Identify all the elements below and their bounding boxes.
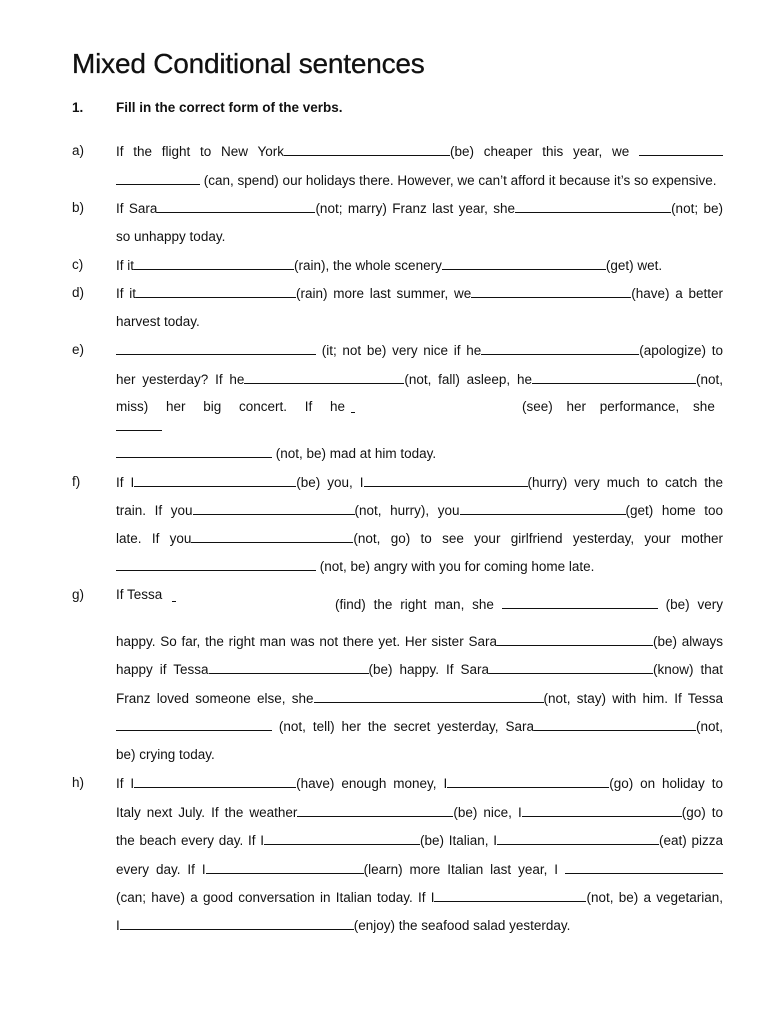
answer-blank[interactable] [209, 661, 369, 674]
answer-blank[interactable] [134, 474, 296, 487]
item-h-line-3: the beach every day. If I (be) Italian, I (eat) pizza [116, 833, 723, 848]
answer-blank[interactable] [497, 633, 653, 646]
answer-blank[interactable] [565, 861, 723, 874]
item-b-line-2: so unhappy today. [116, 229, 226, 244]
instruction-text: Fill in the correct form of the verbs. [116, 100, 343, 115]
answer-blank[interactable] [116, 445, 272, 458]
item-g-line-3: happy if Tessa (be) happy. If Sara (know) that [116, 662, 723, 677]
answer-blank[interactable] [351, 412, 355, 413]
answer-blank[interactable] [134, 257, 294, 270]
item-c-line-1: If it (rain), the whole scenery (get) wet. [116, 258, 663, 273]
answer-blank[interactable] [297, 804, 453, 817]
answer-blank[interactable] [534, 718, 696, 731]
item-e-line-5: (not, be) mad at him today. [116, 445, 436, 462]
item-e-line-3-right: (see) her performance, she [522, 399, 715, 414]
answer-blank[interactable] [364, 474, 528, 487]
item-e-line-2: her yesterday? If he (not, fall) asleep, he (not, [116, 372, 723, 387]
answer-blank[interactable] [120, 917, 354, 930]
answer-blank[interactable] [206, 861, 364, 874]
answer-blank[interactable] [136, 285, 296, 298]
item-f-line-1: If I (be) you, I (hurry) very much to catch the [116, 475, 723, 490]
item-h-line-2: Italy next July. If the weather (be) nice, I (go) to [116, 805, 723, 820]
item-label-e: e) [72, 342, 85, 357]
item-label-f: f) [72, 474, 81, 489]
answer-blank[interactable] [442, 257, 606, 270]
answer-blank[interactable] [244, 371, 404, 384]
item-label-d: d) [72, 285, 85, 300]
answer-blank[interactable] [497, 832, 659, 845]
answer-blank[interactable] [191, 530, 353, 543]
item-f-line-4: (not, be) angry with you for coming home late. [116, 558, 594, 575]
instruction-number: 1. [72, 100, 84, 115]
item-g-line-6: be) crying today. [116, 747, 215, 762]
answer-blank[interactable] [471, 285, 631, 298]
item-label-a: a) [72, 143, 85, 158]
item-d-line-2: harvest today. [116, 314, 200, 329]
item-h-line-5: (can; have) a good conversation in Italian today. If I (not, be) a vegetarian, [116, 890, 723, 905]
answer-blank[interactable] [522, 804, 682, 817]
item-g-line-4: Franz loved someone else, she (not, stay) with him. If Tessa [116, 691, 723, 706]
item-b-line-1: If Sara (not; marry) Franz last year, she (not; be) [116, 201, 723, 216]
answer-blank[interactable] [532, 371, 696, 384]
answer-blank[interactable] [116, 558, 316, 571]
answer-blank[interactable] [314, 690, 544, 703]
item-label-g: g) [72, 587, 85, 602]
item-f-line-2: train. If you (not, hurry), you (get) home too [116, 503, 723, 518]
answer-blank[interactable] [157, 200, 315, 213]
item-e-line-3: miss) her big concert. If he [116, 399, 346, 414]
answer-blank[interactable] [434, 889, 586, 902]
page-title: Mixed Conditional sentences [72, 48, 425, 79]
answer-blank[interactable] [481, 342, 639, 355]
answer-blank[interactable] [116, 172, 200, 185]
item-e-line-1: (it; not be) very nice if he (apologize) to [116, 342, 723, 359]
item-label-h: h) [72, 775, 85, 790]
answer-blank[interactable] [284, 143, 450, 156]
answer-blank[interactable] [489, 661, 653, 674]
item-label-b: b) [72, 200, 85, 215]
answer-blank[interactable] [447, 775, 609, 788]
item-a-line-1: If the flight to New York (be) cheaper this year, we [116, 143, 723, 160]
answer-blank[interactable] [116, 342, 316, 355]
item-h-line-6: I (enjoy) the seafood salad yesterday. [116, 918, 571, 933]
item-label-c: c) [72, 257, 84, 272]
item-h-line-1: If I (have) enough money, I (go) on holiday to [116, 776, 723, 791]
answer-blank[interactable] [264, 832, 420, 845]
item-g-line-1-start: If Tessa [116, 587, 163, 602]
item-g-line-5: (not, tell) her the secret yesterday, Sara (not, [116, 718, 723, 735]
item-h-line-4: every day. If I (learn) more Italian last year, I [116, 861, 723, 878]
answer-blank[interactable] [116, 718, 272, 731]
answer-blank[interactable] [116, 430, 162, 431]
item-d-line-1: If it (rain) more last summer, we (have) a better [116, 286, 723, 301]
answer-blank[interactable] [460, 502, 626, 515]
answer-blank[interactable] [134, 775, 296, 788]
item-g-line-1-end: (find) the right man, she (be) very [335, 597, 723, 612]
item-f-line-3: late. If you (not, go) to see your girlfriend yesterday, your mother [116, 531, 723, 546]
answer-blank[interactable] [502, 596, 658, 609]
item-a-line-2: (can, spend) our holidays there. However, we can’t afford it because it’s so expensive. [116, 172, 717, 189]
answer-blank[interactable] [193, 502, 355, 515]
answer-blank[interactable] [639, 143, 723, 156]
item-g-line-2: happy. So far, the right man was not there yet. Her sister Sara (be) always [116, 634, 723, 649]
answer-blank[interactable] [515, 200, 671, 213]
answer-blank[interactable] [172, 601, 176, 602]
